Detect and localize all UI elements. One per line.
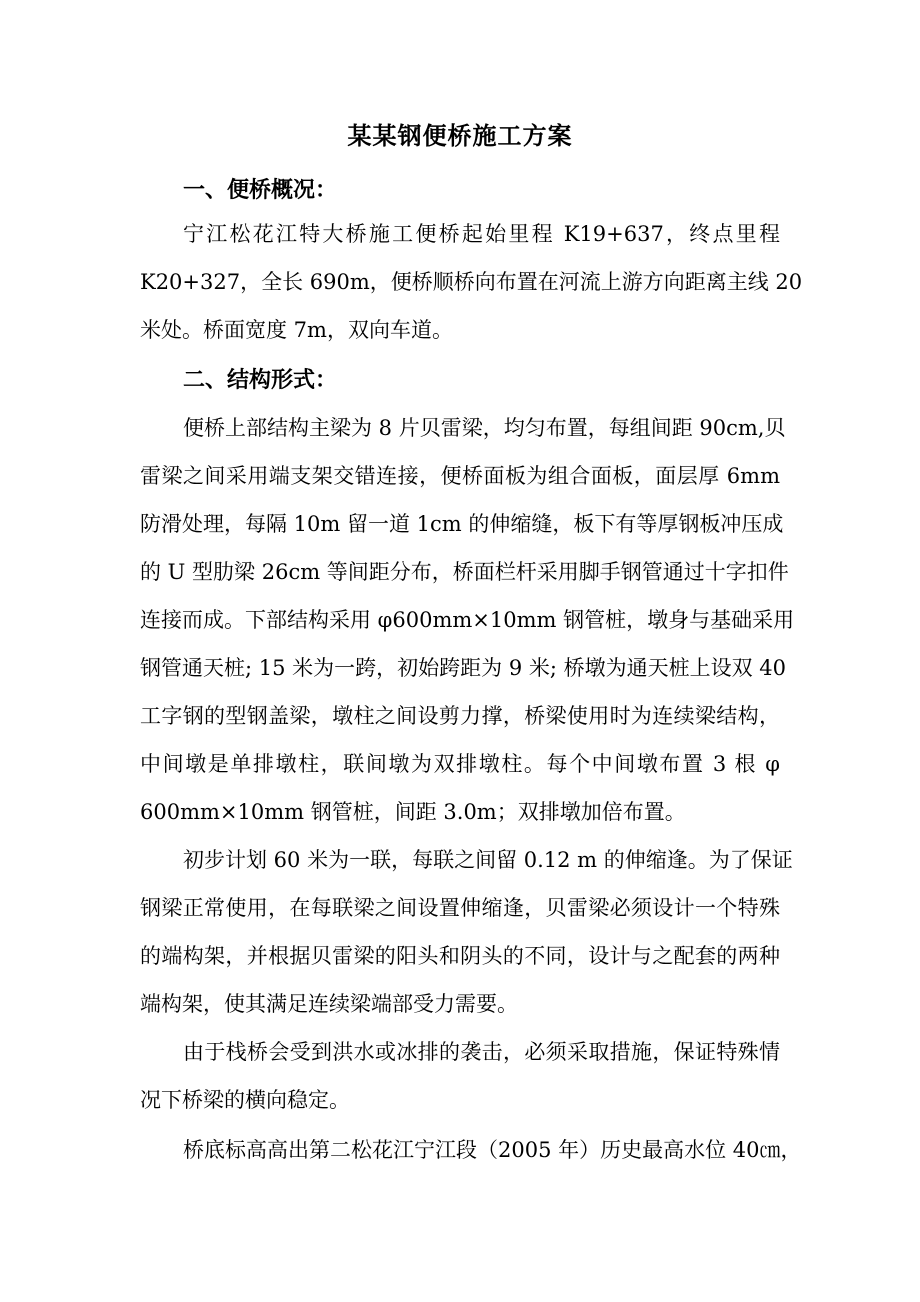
paragraph-line: 中间墩是单排墩柱，联间墩为双排墩柱。每个中间墩布置 3 根 φ	[140, 752, 780, 776]
paragraph-line: 的端构架，并根据贝雷梁的阳头和阴头的不同，设计与之配套的两种	[140, 944, 780, 968]
paragraph-line: 的 U 型肋梁 26cm 等间距分布，桥面栏杆采用脚手钢管通过十字扣件	[140, 560, 789, 584]
paragraph-line: 便桥上部结构主梁为 8 片贝雷梁，均匀布置，每组间距 90cm,贝	[183, 416, 786, 440]
paragraph-line: 桥底标高高出第二松花江宁江段（2005 年）历史最高水位 40㎝，	[183, 1138, 802, 1162]
section-heading-structure: 二、结构形式：	[183, 367, 338, 393]
paragraph-line: 600mm×10mm 钢管桩，间距 3.0m；双排墩加倍布置。	[140, 800, 686, 824]
paragraph-line: 钢管通天桩; 15 米为一跨，初始跨距为 9 米; 桥墩为通天桩上设双 40	[140, 656, 787, 680]
section-heading-overview: 一、便桥概况：	[183, 177, 338, 203]
paragraph-line: 连接而成。下部结构采用 φ600mm×10mm 钢管桩，墩身与基础采用	[140, 608, 795, 632]
paragraph-line: 雷梁之间采用端支架交错连接，便桥面板为组合面板，面层厚 6mm	[140, 464, 780, 488]
paragraph-line: 初步计划 60 米为一联，每联之间留 0.12 m 的伸缩逢。为了保证	[183, 848, 793, 872]
document-title: 某某钢便桥施工方案	[347, 121, 573, 150]
paragraph-line: 宁江松花江特大桥施工便桥起始里程 K19+637，终点里程	[183, 222, 780, 246]
paragraph-line: 由于栈桥会受到洪水或冰排的袭击，必须采取措施，保证特殊情	[183, 1040, 780, 1064]
paragraph-line: 端构架，使其满足连续梁端部受力需要。	[140, 992, 518, 1016]
paragraph-line: K20+327，全长 690m，便桥顺桥向布置在河流上游方向距离主线 20	[140, 270, 803, 294]
paragraph-line: 工字钢的型钢盖梁，墩柱之间设剪力撑，桥梁使用时为连续梁结构，	[140, 704, 780, 728]
paragraph-line: 米处。桥面宽度 7m，双向车道。	[140, 318, 453, 342]
paragraph-line: 防滑处理，每隔 10m 留一道 1cm 的伸缩缝，板下有等厚钢板冲压成	[140, 512, 784, 536]
paragraph-line: 况下桥梁的横向稳定。	[140, 1088, 350, 1112]
paragraph-line: 钢梁正常使用，在每联梁之间设置伸缩逢，贝雷梁必须设计一个特殊	[140, 896, 780, 920]
